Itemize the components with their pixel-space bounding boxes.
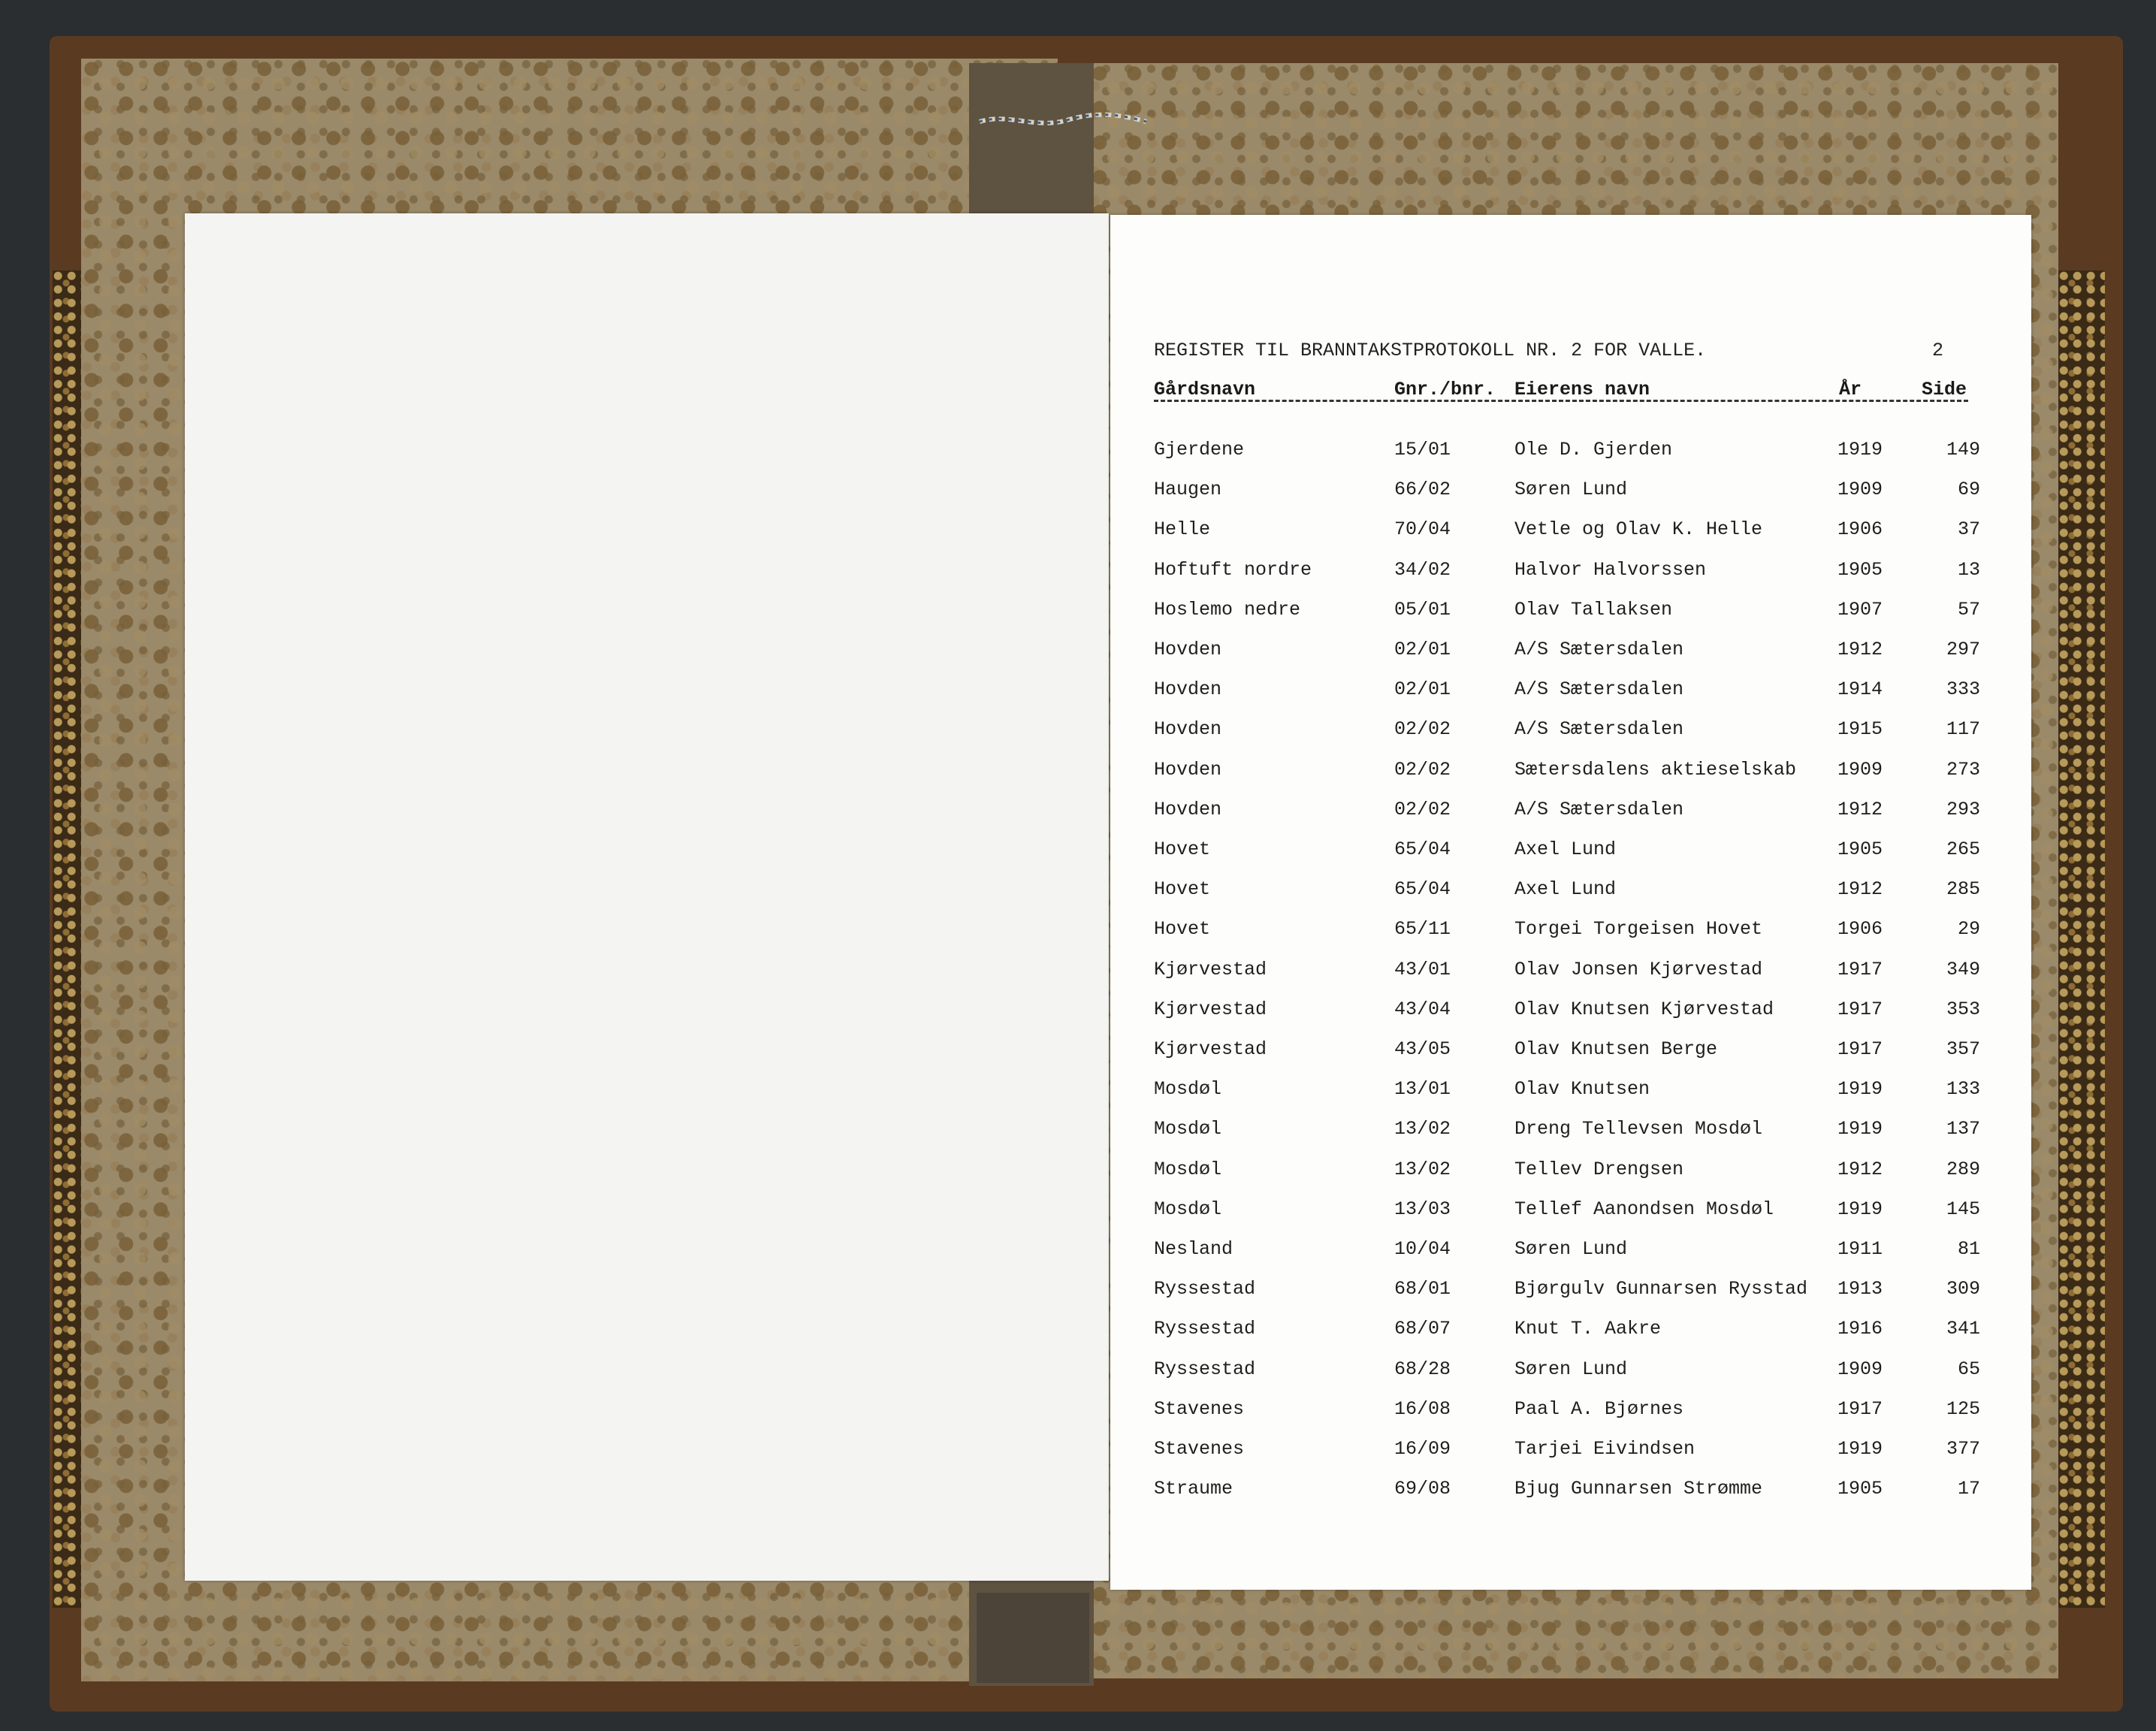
farm-number: 65/04 xyxy=(1394,878,1451,901)
owner-name: Olav Knutsen xyxy=(1514,1078,1650,1101)
binding-thread-icon xyxy=(977,111,1149,131)
year: 1905 xyxy=(1837,558,1883,581)
farm-name: Ryssestad xyxy=(1154,1358,1256,1380)
page-number: 2 xyxy=(1932,340,1944,361)
farm-number: 68/07 xyxy=(1394,1318,1451,1340)
year: 1917 xyxy=(1837,1397,1883,1420)
column-header-page: Side xyxy=(1922,379,1967,400)
page-ref: 57 xyxy=(1957,598,1980,621)
year: 1919 xyxy=(1837,1118,1883,1140)
farm-number: 13/03 xyxy=(1394,1198,1451,1220)
year: 1919 xyxy=(1837,1078,1883,1101)
farm-name: Kjørvestad xyxy=(1154,958,1267,980)
owner-name: Søren Lund xyxy=(1514,479,1628,501)
owner-name: Olav Knutsen Berge xyxy=(1514,1038,1718,1060)
farm-name: Mosdøl xyxy=(1154,1078,1222,1101)
farm-name: Hovet xyxy=(1154,838,1211,860)
owner-name: Sætersdalens aktieselskab xyxy=(1514,758,1797,781)
page-ref: 357 xyxy=(1946,1038,1980,1060)
year: 1916 xyxy=(1837,1318,1883,1340)
farm-name: Hovden xyxy=(1154,758,1222,781)
year: 1911 xyxy=(1837,1238,1883,1260)
farm-name: Hovden xyxy=(1154,798,1222,820)
page-ref: 65 xyxy=(1957,1358,1980,1380)
farm-name: Stavenes xyxy=(1154,1438,1245,1460)
page-ref: 297 xyxy=(1946,639,1980,660)
farm-number: 65/04 xyxy=(1394,838,1451,860)
owner-name: Olav Tallaksen xyxy=(1514,598,1673,621)
farm-number: 70/04 xyxy=(1394,518,1451,541)
farm-number: 13/02 xyxy=(1394,1158,1451,1180)
page-ref: 69 xyxy=(1957,479,1980,501)
column-header-owner: Eierens navn xyxy=(1514,379,1650,400)
farm-number: 02/01 xyxy=(1394,678,1451,701)
owner-name: Bjug Gunnarsen Strømme xyxy=(1514,1478,1763,1500)
farm-name: Ryssestad xyxy=(1154,1318,1256,1340)
page-ref: 13 xyxy=(1957,558,1980,581)
owner-name: Søren Lund xyxy=(1514,1238,1628,1260)
page-ref: 29 xyxy=(1957,918,1980,941)
farm-number: 34/02 xyxy=(1394,558,1451,581)
owner-name: Olav Jonsen Kjørvestad xyxy=(1514,958,1763,980)
owner-name: Tellev Drengsen xyxy=(1514,1158,1684,1180)
owner-name: A/S Sætersdalen xyxy=(1514,798,1684,820)
farm-name: Hovet xyxy=(1154,918,1211,941)
owner-name: Axel Lund xyxy=(1514,838,1617,860)
owner-name: A/S Sætersdalen xyxy=(1514,639,1684,660)
farm-name: Hovden xyxy=(1154,678,1222,701)
farm-name: Mosdøl xyxy=(1154,1158,1222,1180)
year: 1912 xyxy=(1837,639,1883,660)
farm-name: Hovden xyxy=(1154,639,1222,660)
owner-name: Olav Knutsen Kjørvestad xyxy=(1514,998,1774,1020)
farm-number: 43/05 xyxy=(1394,1038,1451,1060)
year: 1912 xyxy=(1837,1158,1883,1180)
page-ref: 149 xyxy=(1946,439,1980,461)
farm-number: 68/01 xyxy=(1394,1278,1451,1301)
year: 1919 xyxy=(1837,1438,1883,1460)
year: 1913 xyxy=(1837,1278,1883,1301)
owner-name: Torgei Torgeisen Hovet xyxy=(1514,918,1763,941)
year: 1919 xyxy=(1837,439,1883,461)
year: 1917 xyxy=(1837,1038,1883,1060)
farm-name: Straume xyxy=(1154,1478,1234,1500)
page-ref: 125 xyxy=(1946,1397,1980,1420)
gutter-strip xyxy=(977,1593,1089,1683)
owner-name: Tarjei Eivindsen xyxy=(1514,1438,1696,1460)
farm-number: 68/28 xyxy=(1394,1358,1451,1380)
page-ref: 349 xyxy=(1946,958,1980,980)
farm-name: Kjørvestad xyxy=(1154,1038,1267,1060)
page-ref: 333 xyxy=(1946,678,1980,701)
header-divider xyxy=(1154,400,1968,402)
document-title: REGISTER TIL BRANNTAKSTPROTOKOLL NR. 2 FOR VALLE. xyxy=(1154,340,1707,361)
owner-name: Bjørgulv Gunnarsen Rysstad xyxy=(1514,1278,1808,1301)
marbled-edge-right xyxy=(2058,270,2105,1608)
page-ref: 285 xyxy=(1946,878,1980,901)
farm-number: 16/08 xyxy=(1394,1397,1451,1420)
year: 1912 xyxy=(1837,878,1883,901)
year: 1909 xyxy=(1837,479,1883,501)
owner-name: Dreng Tellevsen Mosdøl xyxy=(1514,1118,1763,1140)
page-ref: 289 xyxy=(1946,1158,1980,1180)
farm-number: 65/11 xyxy=(1394,918,1451,941)
farm-number: 43/04 xyxy=(1394,998,1451,1020)
page-ref: 273 xyxy=(1946,758,1980,781)
page-ref: 293 xyxy=(1946,798,1980,820)
owner-name: Paal A. Bjørnes xyxy=(1514,1397,1684,1420)
year: 1914 xyxy=(1837,678,1883,701)
year: 1906 xyxy=(1837,918,1883,941)
page-ref: 17 xyxy=(1957,1478,1980,1500)
farm-number: 69/08 xyxy=(1394,1478,1451,1500)
farm-name: Ryssestad xyxy=(1154,1278,1256,1301)
year: 1915 xyxy=(1837,718,1883,741)
page-ref: 81 xyxy=(1957,1238,1980,1260)
owner-name: Ole D. Gjerden xyxy=(1514,439,1673,461)
owner-name: Søren Lund xyxy=(1514,1358,1628,1380)
page-ref: 145 xyxy=(1946,1198,1980,1220)
year: 1919 xyxy=(1837,1198,1883,1220)
year: 1912 xyxy=(1837,798,1883,820)
left-blank-sheet xyxy=(185,213,1109,1581)
column-header-farm: Gårdsnavn xyxy=(1154,379,1256,400)
column-header-number: Gnr./bnr. xyxy=(1394,379,1496,400)
farm-name: Hoslemo nedre xyxy=(1154,598,1301,621)
farm-name: Helle xyxy=(1154,518,1211,541)
farm-number: 16/09 xyxy=(1394,1438,1451,1460)
farm-number: 10/04 xyxy=(1394,1238,1451,1260)
page-ref: 309 xyxy=(1946,1278,1980,1301)
year: 1917 xyxy=(1837,998,1883,1020)
farm-number: 02/02 xyxy=(1394,718,1451,741)
owner-name: Axel Lund xyxy=(1514,878,1617,901)
year: 1909 xyxy=(1837,1358,1883,1380)
farm-name: Stavenes xyxy=(1154,1397,1245,1420)
page-ref: 377 xyxy=(1946,1438,1980,1460)
farm-number: 13/02 xyxy=(1394,1118,1451,1140)
page-ref: 37 xyxy=(1957,518,1980,541)
farm-number: 02/01 xyxy=(1394,639,1451,660)
farm-number: 66/02 xyxy=(1394,479,1451,501)
farm-number: 15/01 xyxy=(1394,439,1451,461)
farm-name: Hovet xyxy=(1154,878,1211,901)
owner-name: Knut T. Aakre xyxy=(1514,1318,1662,1340)
page-ref: 117 xyxy=(1946,718,1980,741)
column-header-year: År xyxy=(1839,379,1862,400)
farm-name: Mosdøl xyxy=(1154,1198,1222,1220)
year: 1909 xyxy=(1837,758,1883,781)
farm-name: Hovden xyxy=(1154,718,1222,741)
farm-name: Mosdøl xyxy=(1154,1118,1222,1140)
year: 1905 xyxy=(1837,838,1883,860)
farm-name: Kjørvestad xyxy=(1154,998,1267,1020)
register-sheet xyxy=(1110,215,2031,1590)
owner-name: A/S Sætersdalen xyxy=(1514,718,1684,741)
farm-number: 02/02 xyxy=(1394,758,1451,781)
page-ref: 137 xyxy=(1946,1118,1980,1140)
year: 1917 xyxy=(1837,958,1883,980)
farm-number: 02/02 xyxy=(1394,798,1451,820)
farm-name: Hoftuft nordre xyxy=(1154,558,1312,581)
owner-name: Halvor Halvorssen xyxy=(1514,558,1707,581)
owner-name: A/S Sætersdalen xyxy=(1514,678,1684,701)
farm-name: Gjerdene xyxy=(1154,439,1245,461)
page-ref: 353 xyxy=(1946,998,1980,1020)
year: 1905 xyxy=(1837,1478,1883,1500)
farm-number: 13/01 xyxy=(1394,1078,1451,1101)
page-ref: 341 xyxy=(1946,1318,1980,1340)
farm-name: Nesland xyxy=(1154,1238,1234,1260)
year: 1906 xyxy=(1837,518,1883,541)
page-ref: 133 xyxy=(1946,1078,1980,1101)
year: 1907 xyxy=(1837,598,1883,621)
farm-number: 05/01 xyxy=(1394,598,1451,621)
owner-name: Vetle og Olav K. Helle xyxy=(1514,518,1763,541)
farm-name: Haugen xyxy=(1154,479,1222,501)
owner-name: Tellef Aanondsen Mosdøl xyxy=(1514,1198,1774,1220)
page-ref: 265 xyxy=(1946,838,1980,860)
farm-number: 43/01 xyxy=(1394,958,1451,980)
